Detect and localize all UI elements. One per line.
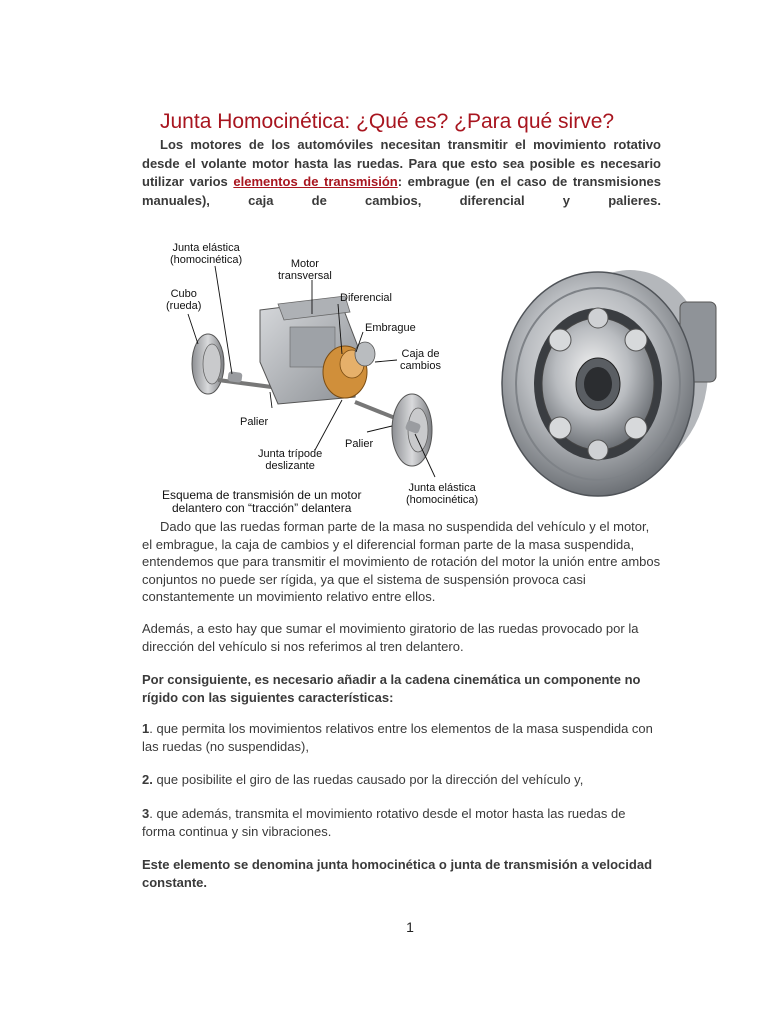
label-palier-right: Palier [345,438,374,450]
label-motor-transversal: Motor transversal [278,258,332,282]
label-diferencial: Diferencial [340,292,392,304]
figure-caption: Esquema de transmisión de un motor delantero con “tracción” delantera [162,488,362,515]
list-item-1 [142,720,662,755]
label-cubo: Cubo (rueda) [166,288,202,312]
page-number: 1 [406,919,414,935]
label-embrague: Embrague [365,322,416,334]
list-item-2 [142,771,662,789]
paragraph-2: Además, a esto hay que sumar el movimiento giratorio de las ruedas provocado por la dirección del vehículo si nos referimos al tren delantero. [142,621,639,654]
drivetrain-illustration [160,232,720,520]
intro-paragraph [142,136,661,210]
list-item-1-text: . que permita los movimientos relativos entre los elementos de la masa suspendida con las ruedas (no suspendidas), [142,721,653,754]
drivetrain-figure [160,232,720,520]
label-caja-de-cambios: Caja de cambios [400,348,441,372]
paragraph-4: Este elemento se denomina junta homocinética o junta de transmisión a velocidad constante. [142,857,653,890]
label-junta-tripode: Junta trípode deslizante [258,448,323,472]
label-junta-elastica-top: Junta elástica (homocinética) [170,242,243,266]
list-item-3 [142,805,662,840]
list-item-1-number: 1 [142,721,150,736]
cv-joint-illustration [502,270,716,496]
list-item-2-number: 2. [142,772,153,787]
intro-text-end: : embrague (en el caso de transmisiones manuales), caja de cambios, diferencial y palieres. [142,174,661,208]
page-title: Junta Homocinética: ¿Qué es? ¿Para qué sirve? [160,110,615,133]
list-item-3-text: . que además, transmita el movimiento rotativo desde el motor hasta las ruedas de forma continua y sin vibraciones. [142,806,626,839]
transmission-elements-link[interactable]: elementos de transmisión [233,174,398,189]
paragraph-1: Dado que las ruedas forman parte de la masa no suspendida del vehículo y el motor, el embrague, la caja de cambios y el diferencial forman parte de la masa suspendida, entendemos que para transmitir el movimiento de rotación del motor la unión entre ambos conjuntos no puede ser rígida, ya que el sistema de suspensión provoca casi constantemente un movimiento relativo entre ellos. [142,519,661,604]
intro-text-start: Los motores de los automóviles necesitan transmitir el movimiento rotativo desde el volante motor hasta las ruedas. Para que esto sea posible es necesario utilizar varios [142,137,661,189]
paragraph-3: Por consiguiente, es necesario añadir a la cadena cinemática un componente no rígido con las siguientes características: [142,672,641,705]
label-junta-elastica-bottom: Junta elástica (homocinética) [406,482,479,506]
list-item-3-number: 3 [142,806,150,821]
label-palier-left: Palier [240,416,269,428]
list-item-2-text: que posibilite el giro de las ruedas causado por la dirección del vehículo y, [152,772,584,787]
